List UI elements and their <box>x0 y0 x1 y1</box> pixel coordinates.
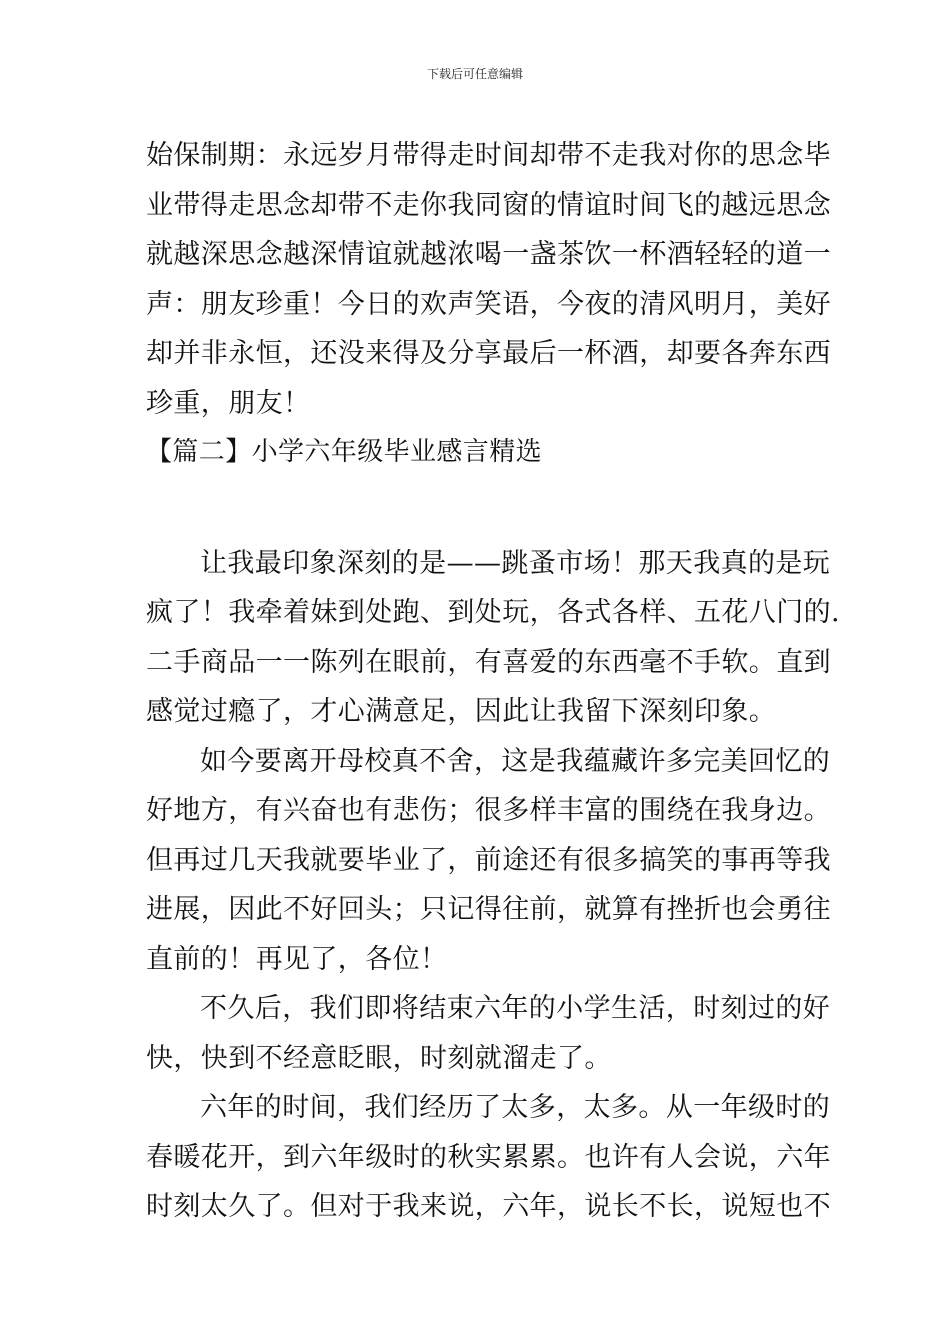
text-line: 二手商品一一陈列在眼前，有喜爱的东西毫不手软。直到 <box>146 646 831 678</box>
text-line: 进展，因此不好回头；只记得往前，就算有挫折也会勇往 <box>146 894 831 925</box>
text-line: 快，快到不经意眨眼，时刻就溜走了。 <box>146 1042 612 1074</box>
section-heading: 【篇二】小学六年级毕业感言精选 <box>146 437 543 467</box>
text-line: 六年的时间，我们经历了太多，太多。从一年级时的 <box>200 1092 831 1123</box>
text-line: 春暖花开，到六年级时的秋实累累。也许有人会说，六年 <box>146 1141 831 1173</box>
text-line: 感觉过瘾了，才心满意足，因此让我留下深刻印象。 <box>146 696 777 727</box>
text-line: 疯了！我牵着妹到处跑、到处玩，各式各样、五花八门的. <box>146 597 840 628</box>
text-line: 直前的！再见了，各位！ <box>146 943 448 975</box>
text-line: 业带得走思念却带不走你我同窗的情谊时间飞的越远思念 <box>146 189 831 221</box>
blank-gap <box>146 478 811 539</box>
document-body <box>146 131 840 1232</box>
text-line: 但再过几天我就要毕业了，前途还有很多搞笑的事再等我 <box>146 844 831 876</box>
text-line: 声：朋友珍重！今日的欢声笑语，今夜的清风明月，美好 <box>146 288 831 320</box>
text-line: 珍重，朋友！ <box>146 387 311 419</box>
paragraph-time-flies <box>146 984 831 1083</box>
text-line: 让我最印象深刻的是——跳蚤市场！那天我真的是玩 <box>200 547 831 579</box>
paragraph-six-years <box>146 1083 831 1232</box>
paragraph-flea-market <box>146 539 840 737</box>
text-line: 却并非永恒，还没来得及分享最后一杯酒，却要各奔东西 <box>146 338 831 369</box>
text-line: 如今要离开母校真不舍，这是我蕴藏许多完美回忆的 <box>200 745 831 777</box>
page-header-note: 下载后可任意编辑 <box>426 67 523 81</box>
text-line: 就越深思念越深情谊就越浓喝一盏茶饮一杯酒轻轻的道一 <box>146 239 831 270</box>
text-line: 时刻太久了。但对于我来说，六年，说长不长，说短也不 <box>146 1191 831 1222</box>
text-line: 不久后，我们即将结束六年的小学生活，时刻过的好 <box>200 993 831 1024</box>
closing-paragraph <box>146 131 831 428</box>
paragraph-leaving-school <box>146 737 831 985</box>
text-line: 好地方，有兴奋也有悲伤；很多样丰富的围绕在我身边。 <box>146 795 831 826</box>
text-line: 始保制期：永远岁月带得走时间却带不走我对你的思念毕 <box>146 140 831 171</box>
